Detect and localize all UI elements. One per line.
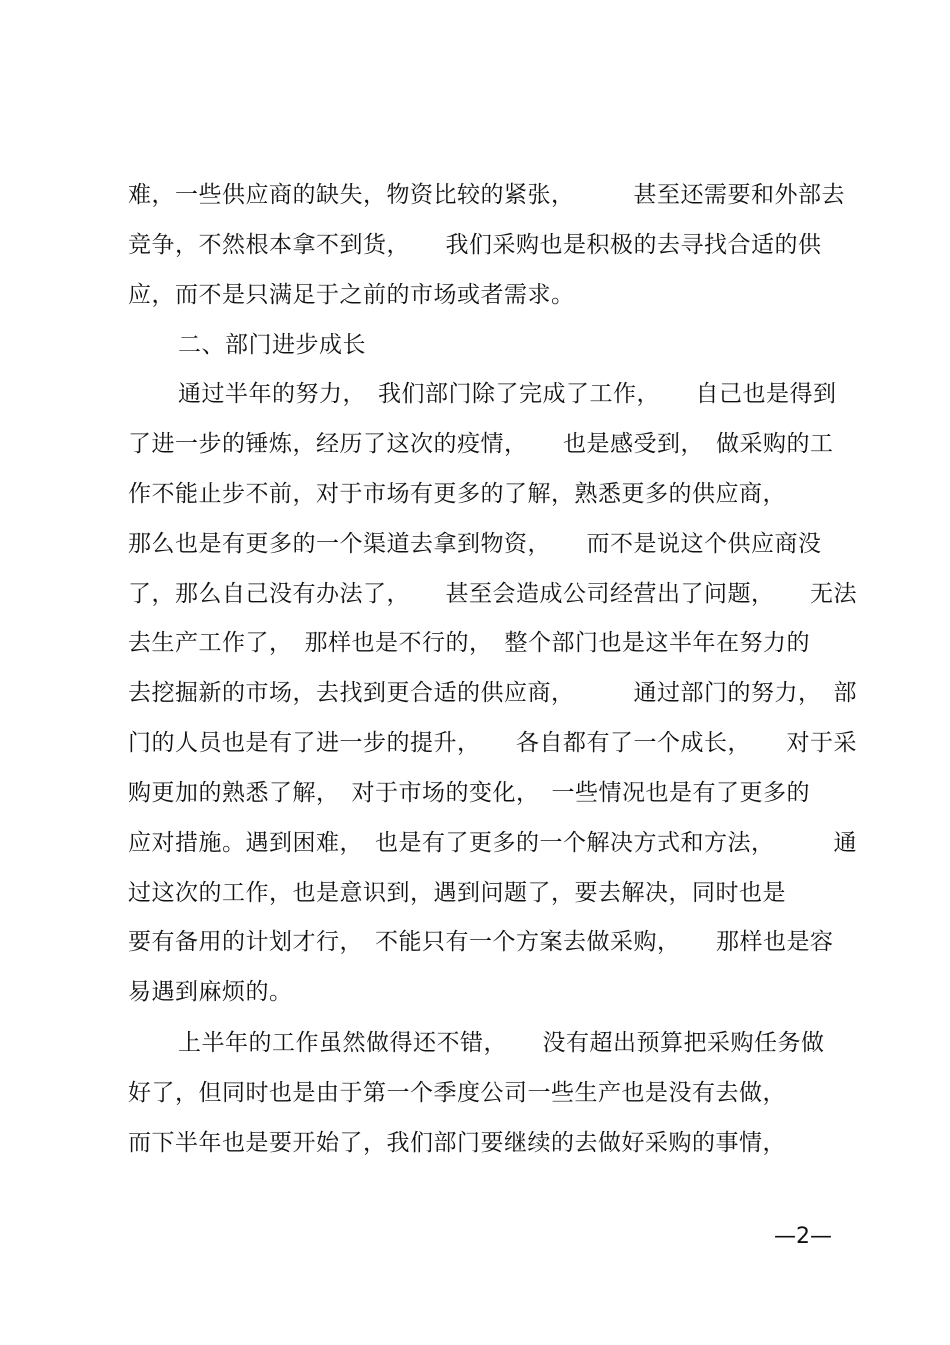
- text-line-12: 门的人员也是有了进一步的提升， 各自都有了一个成长， 对于采: [128, 730, 857, 756]
- text-line-1: 难，一些供应商的缺失，物资比较的紧张， 甚至还需要和外部去: [128, 182, 845, 208]
- text-line-2: 竞争，不然根本拿不到货， 我们采购也是积极的去寻找合适的供: [128, 232, 822, 258]
- text-line-8: 那么也是有更多的一个渠道去拿到物资， 而不是说这个供应商没: [128, 531, 822, 557]
- text-line-18: 上半年的工作虽然做得还不错， 没有超出预算把采购任务做: [178, 1030, 825, 1056]
- text-line-5: 通过半年的努力， 我们部门除了完成了工作， 自己也是得到: [178, 381, 837, 407]
- text-line-19: 好了，但同时也是由于第一个季度公司一些生产也是没有去做，: [128, 1080, 786, 1106]
- text-line-11: 去挖掘新的市场，去找到更合适的供应商， 通过部门的努力， 部: [128, 680, 857, 706]
- page-number: —2—: [774, 1224, 832, 1249]
- text-line-7: 作不能止步不前，对于市场有更多的了解，熟悉更多的供应商，: [128, 481, 786, 507]
- text-line-14: 应对措施。遇到困难， 也是有了更多的一个解决方式和方法， 通: [128, 830, 857, 856]
- text-line-17: 易遇到麻烦的。: [128, 979, 293, 1005]
- text-line-3: 应，而不是只满足于之前的市场或者需求。: [128, 282, 575, 308]
- text-line-20: 而下半年也是要开始了，我们部门要继续的去做好采购的事情，: [128, 1130, 786, 1156]
- text-line-15: 过这次的工作，也是意识到，遇到问题了，要去解决，同时也是: [128, 880, 786, 906]
- text-line-13: 购更加的熟悉了解， 对于市场的变化， 一些情况也是有了更多的: [128, 780, 810, 806]
- text-line-10: 去生产工作了， 那样也是不行的， 整个部门也是这半年在努力的: [128, 630, 810, 656]
- text-line-6: 了进一步的锤炼，经历了这次的疫情， 也是感受到， 做采购的工: [128, 431, 834, 457]
- text-line-9: 了，那么自己没有办法了， 甚至会造成公司经营出了问题， 无法: [128, 581, 857, 607]
- text-line-16: 要有备用的计划才行， 不能只有一个方案去做采购， 那样也是容: [128, 929, 834, 955]
- section-heading: 二、部门进步成长: [178, 332, 366, 358]
